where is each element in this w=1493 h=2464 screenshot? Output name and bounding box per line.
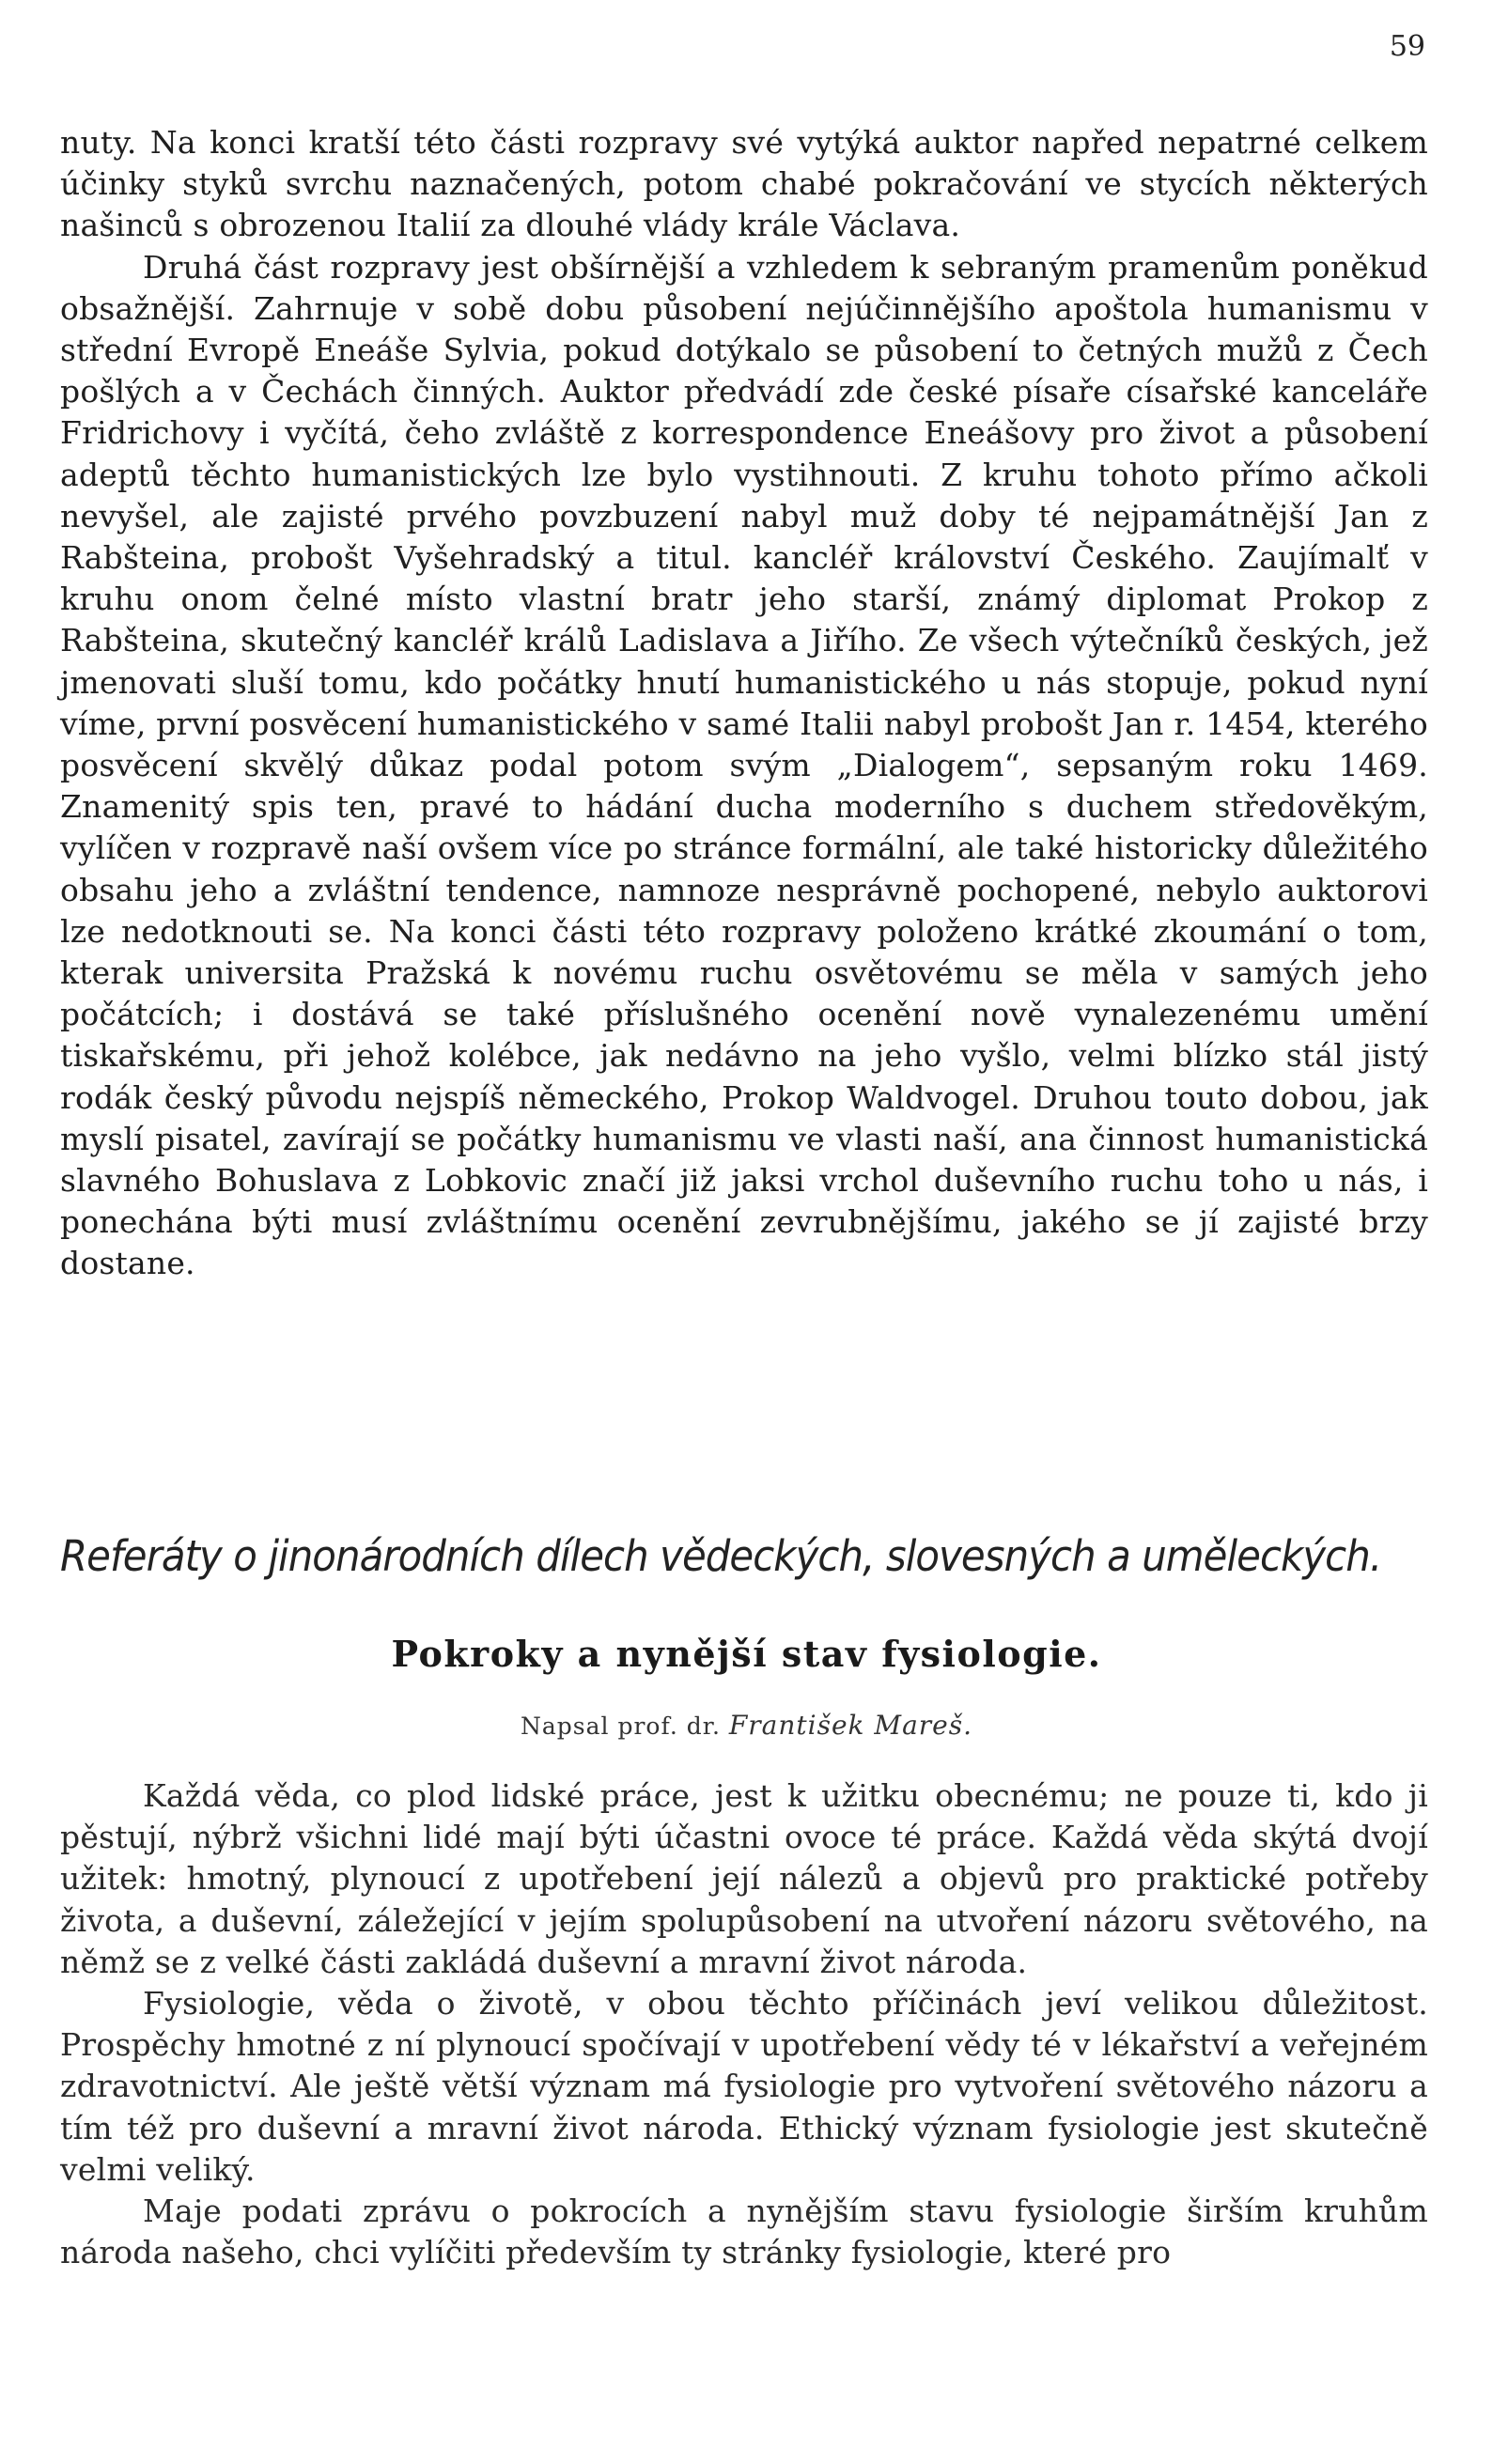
byline-prefix: Napsal prof. dr.: [521, 1712, 721, 1740]
paragraph: Druhá část rozpravy jest obšírnější a vzhledem k sebraným pramenům poněkud obsažnější. Zahrnuje v sobě dobu působení nejúčinnějšího apoštola humanismu v střední Evropě Eneáše Sylvia, pokud dotýkalo se působení to četných mužů z Čech pošlých a v Čechách činných. Auktor předvádí zde české písaře císařské kanceláře Fridrichovy i vyčítá, čeho zvláště z korrespondence Eneášovy pro život a působení adeptů těchto humanistických lze bylo vystihnouti. Z kruhu tohoto přímo ačkoli nevyšel, ale zajisté prvého povzbuzení nabyl muž doby té nejpamátnější Jan z Rabšteina, probošt Vyšehradský a titul. kancléř království Českého. Zaujímalť v kruhu onom čelné místo vlastní bratr jeho starší, známý diplomat Prokop z Rabšteina, skutečný kancléř králů Ladislava a Jiřího. Ze všech výtečníků českých, jež jmenovati sluší tomu, kdo počátky hnutí humanistického u nás stopuje, pokud nyní víme, první posvěcení humanistického v samé Italii nabyl probošt Jan r. 1454, kterého posvěcení skvělý důkaz podal potom svým „Dialogem“, sepsaným roku 1469. Znamenitý spis ten, pravé to hádání ducha moderního s duchem středověkým, vylíčen v rozpravě naší ovšem více po stránce formální, ale také historicky důležitého obsahu jeho a zvláštní tendence, namnoze nesprávně pochopené, nebylo auktorovi lze nedotknouti se. Na konci části této rozpravy položeno krátké zkoumání o tom, kterak universita Pražská k novému ruchu osvětovému se měla v samých jeho počátcích; i dostává se také příslušného ocenění nově vynalezenému umění tiskařskému, při jehož kolébce, jak nedávno na jeho vyšlo, velmi blízko stál jistý rodák český původu nejspíš německého, Prokop Waldvogel. Druhou touto dobou, jak myslí pisatel, zavírají se počátky humanismu ve vlasti naší, ana činnost humanistická slavného Bohuslava z Lobkovic značí již jaksi vrchol duševního ruchu toho u nás, i ponechána býti musí zvláštnímu ocenění zevrubnějšímu, jakého se jí zajisté brzy dostane.: [60, 248, 1428, 1282]
continued-text: [60, 122, 1428, 1285]
paragraph: nuty. Na konci kratší této části rozpravy své vytýká auktor napřed nepatrné celkem účinky styků svrchu naznačených, potom chabé pokračování ve stycích některých našinců s obrozenou Italií za dlouhé vlády krále Václava.: [60, 124, 1428, 244]
author-byline: [0, 1710, 1493, 1741]
article-body: [60, 1775, 1428, 2273]
page-number: 59: [1389, 30, 1425, 63]
author-name: František Mareš.: [728, 1710, 972, 1741]
paragraph: Každá věda, co plod lidské práce, jest k užitku obecnému; ne pouze ti, kdo ji pěstují, nýbrž všichni lidé mají býti účastni ovoce té práce. Každá věda skýtá dvojí užitek: hmotný, plynoucí z upotřebení její nálezů a objevů pro praktické potřeby života, a duševní, záležející v jejím spolupůsobení na utvoření názoru světového, na němž se z velké části zakládá duševní a mravní život národa.: [60, 1777, 1428, 1980]
article-title: Pokroky a nynější stav fysiologie.: [391, 1633, 1102, 1675]
paragraph: Fysiologie, věda o životě, v obou těchto příčinách jeví velikou důležitost. Prospěchy hmotné z ní plynoucí spočívají v upotřebení vědy té v lékařství a veřejném zdravotnictví. Ale ještě větší význam má fysiologie pro vytvoření světového názoru a tím též pro duševní a mravní život národa. Ethický význam fysiologie jest skutečně velmi veliký.: [60, 1985, 1428, 2188]
section-heading: Referáty o jinonárodních dílech vědeckých, slovesných a uměleckých.: [60, 1531, 1382, 1581]
paragraph: Maje podati zprávu o pokrocích a nynějším stavu fysiologie širším kruhům národa našeho, chci vylíčiti především ty stránky fysiologie, které pro: [60, 2193, 1428, 2271]
